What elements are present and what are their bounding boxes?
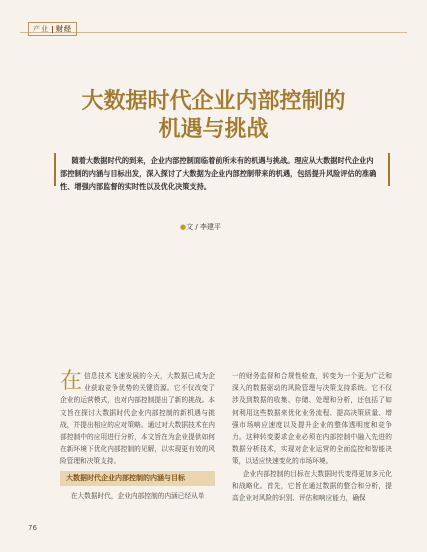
page-number: 76 bbox=[28, 524, 37, 532]
column-right bbox=[232, 370, 392, 504]
top-rule bbox=[20, 32, 407, 33]
abstract: 随着大数据时代的到来，企业内部控制面临着前所未有的机遇与挑战。理应从大数据时代企业内部控制的内涵与目标出发，深入探讨了大数据为企业内部控制带来的机遇，包括提升风险评估的准确性、增强内部监督的实时性以及优化决策支持。 bbox=[60, 156, 377, 191]
section-label: 产业 bbox=[33, 25, 49, 33]
drop-cap: 在 bbox=[60, 369, 83, 394]
paragraph: 在大数据时代，企业内部控制的内涵已经从单 bbox=[70, 491, 205, 500]
paragraph-text: 信息技术飞速发展的今天，大数据已成为企业获取竞争优势的关键资源。它不仅改变了企业的运营模式，也对内部控制提出了新的挑战。本文旨在探讨大数据时代企业内部控制的新机遇与挑战，并提出相应的应对策略。通过对大数据技术在内部控制中的应用进行分析，本文旨在为企业提供如何在新环境下优化内部控制的见解，以实现更有效的风险管理和决策支持。 bbox=[60, 372, 215, 466]
section-tag bbox=[28, 22, 77, 36]
title-line-2: 机遇与挑战 bbox=[158, 117, 269, 142]
paragraph bbox=[60, 370, 215, 468]
paragraph: 企业内部控制的目标在大数据时代变得更加多元化和战略化。首先，它旨在通过数据的整合和分析，提高企业对风险的识别、评估和响应能力，确保 bbox=[232, 469, 392, 503]
category-label: 财经 bbox=[56, 25, 72, 33]
byline bbox=[180, 222, 221, 232]
article-title bbox=[30, 88, 397, 144]
title-line-1: 大数据时代企业内部控制的 bbox=[81, 89, 346, 114]
subheading: 大数据时代企业内部控制的内涵与目标 bbox=[60, 471, 215, 486]
byline-icon: ● bbox=[180, 223, 187, 231]
abstract-bracket-right bbox=[385, 153, 390, 186]
paragraph: 一的财务监督和合规性检查，转变为一个更为广泛和深入的数据驱动的风险管理与决策支持系统。它不仅涉及到数据的收集、存储、处理和分析，还包括了如何利用这些数据来优化业务流程、提高决策质量、增强市场响应速度以及提升企业的整体透明度和竞争力。这种转变要求企业必须在内部控制中融入先进的数据分析技术，实现对企业运营的全面监控和智能决策，以适应快速变化的市场环境。 bbox=[232, 372, 392, 466]
abstract-bracket-left bbox=[54, 153, 59, 186]
byline-text: 文 / 李建平 bbox=[186, 223, 221, 231]
column-left bbox=[60, 370, 215, 502]
tag-divider bbox=[52, 26, 53, 33]
